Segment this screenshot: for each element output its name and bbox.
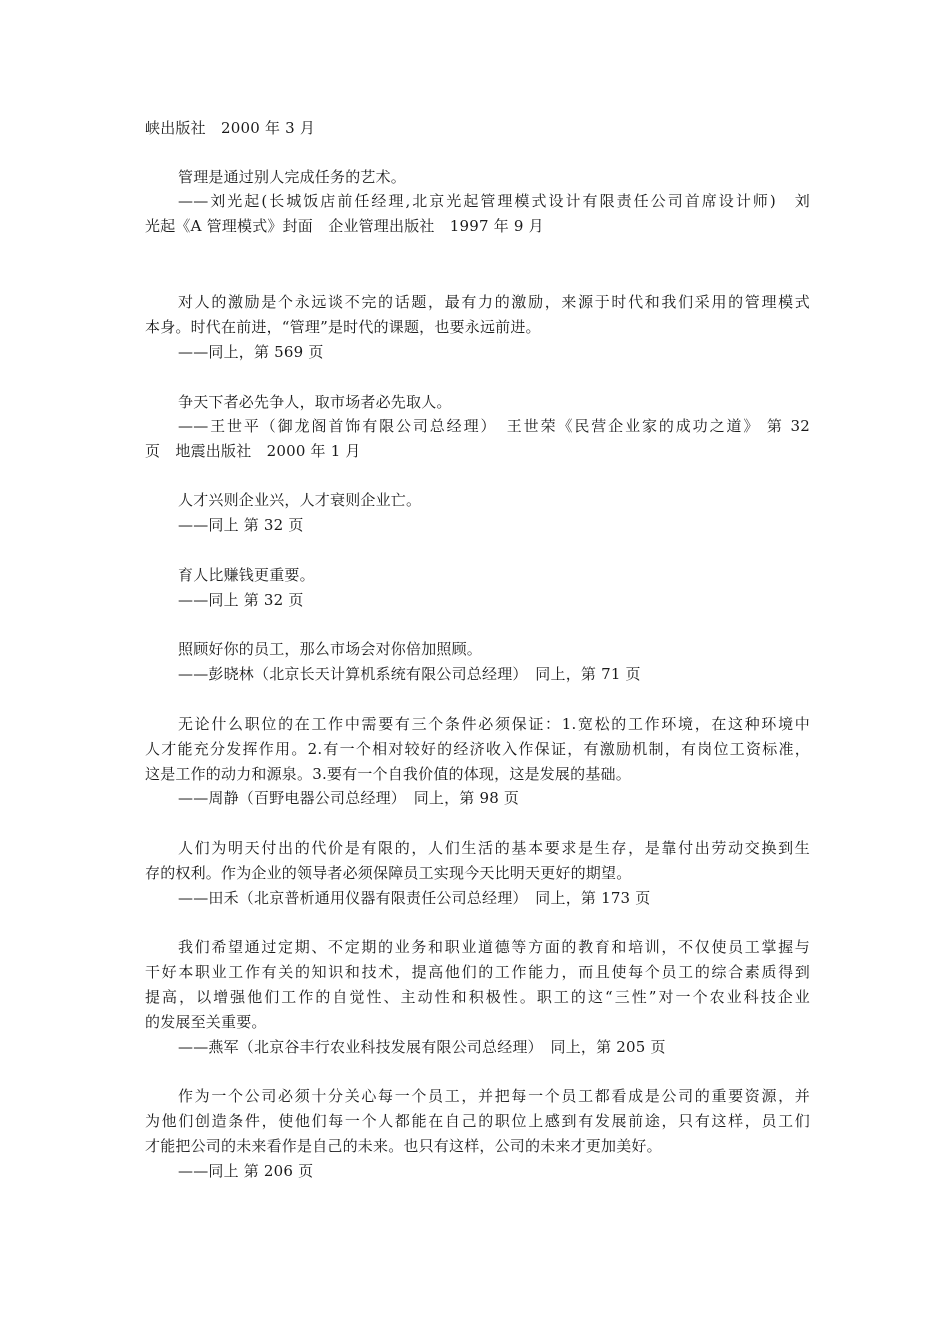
quote-line: 管理是通过别人完成任务的艺术。 <box>178 168 407 186</box>
quote-line: 这是工作的动力和源泉。3.要有一个自我价值的体现，这是发展的基础。 <box>145 765 631 783</box>
quote-line: 照顾好你的员工，那么市场会对你倍加照顾。 <box>178 640 483 658</box>
quote-line: 本身。时代在前进，“管理”是时代的课题，也要永远前进。 <box>145 318 541 336</box>
attribution-line: ——刘光起(长城饭店前任经理,北京光起管理模式设计有限责任公司首席设计师) 刘 <box>178 192 810 210</box>
attribution-line: ——同上 第 206 页 <box>178 1162 314 1180</box>
attribution-line: ——同上，第 569 页 <box>178 343 324 361</box>
quote-line: 无论什么职位的在工作中需要有三个条件必须保证：1.宽松的工作环境，在这种环境中 <box>178 715 810 733</box>
quote-line: 我们希望通过定期、不定期的业务和职业道德等方面的教育和培训，不仅使员工掌握与 <box>178 938 810 956</box>
attribution-line: ——田禾（北京普析通用仪器有限责任公司总经理） 同上，第 173 页 <box>178 889 651 907</box>
quote-line: 人们为明天付出的代价是有限的，人们生活的基本要求是生存，是靠付出劳动交换到生 <box>178 839 810 857</box>
attribution-line: ——燕军（北京谷丰行农业科技发展有限公司总经理） 同上，第 205 页 <box>178 1038 666 1056</box>
quote-line: 提高，以增强他们工作的自觉性、主动性和积极性。职工的这“三性”对一个农业科技企业 <box>145 988 810 1006</box>
quote-line: 对人的激励是个永远谈不完的话题，最有力的激励，来源于时代和我们采用的管理模式 <box>178 293 810 311</box>
quote-line: 的发展至关重要。 <box>145 1013 267 1031</box>
quote-line: 作为一个公司必须十分关心每一个员工，并把每一个员工都看成是公司的重要资源，并 <box>178 1087 810 1105</box>
attribution-line: 光起《A 管理模式》封面 企业管理出版社 1997 年 9 月 <box>145 217 544 235</box>
quote-line: 争天下者必先争人，取市场者必先取人。 <box>178 393 452 411</box>
attribution-line: ——彭晓林（北京长天计算机系统有限公司总经理） 同上，第 71 页 <box>178 665 641 683</box>
quote-line: 育人比赚钱更重要。 <box>178 566 315 584</box>
quote-line: 干好本职业工作有关的知识和技术，提高他们的工作能力，而且使每个员工的综合素质得到 <box>145 963 810 981</box>
quote-line: 才能把公司的未来看作是自己的未来。也只有这样，公司的未来才更加美好。 <box>145 1137 662 1155</box>
attribution-line: 页 地震出版社 2000 年 1 月 <box>145 442 361 460</box>
attribution-line: ——同上 第 32 页 <box>178 591 304 609</box>
attribution-line: ——周静（百野电器公司总经理） 同上，第 98 页 <box>178 789 520 807</box>
text-line: 峡出版社 2000 年 3 月 <box>145 119 316 137</box>
quote-line: 人才能充分发挥作用。2.有一个相对较好的经济收入作保证，有激励机制，有岗位工资标准， <box>145 740 810 758</box>
attribution-line: ——同上 第 32 页 <box>178 516 304 534</box>
quote-line: 人才兴则企业兴，人才衰则企业亡。 <box>178 491 422 509</box>
quote-line: 为他们创造条件，使他们每一个人都能在自己的职位上感到有发展前途，只有这样，员工们 <box>145 1112 810 1130</box>
attribution-line: ——王世平（御龙阁首饰有限公司总经理） 王世荣《民营企业家的成功之道》 第 32 <box>178 417 810 435</box>
quote-line: 存的权利。作为企业的领导者必须保障员工实现今天比明天更好的期望。 <box>145 864 632 882</box>
